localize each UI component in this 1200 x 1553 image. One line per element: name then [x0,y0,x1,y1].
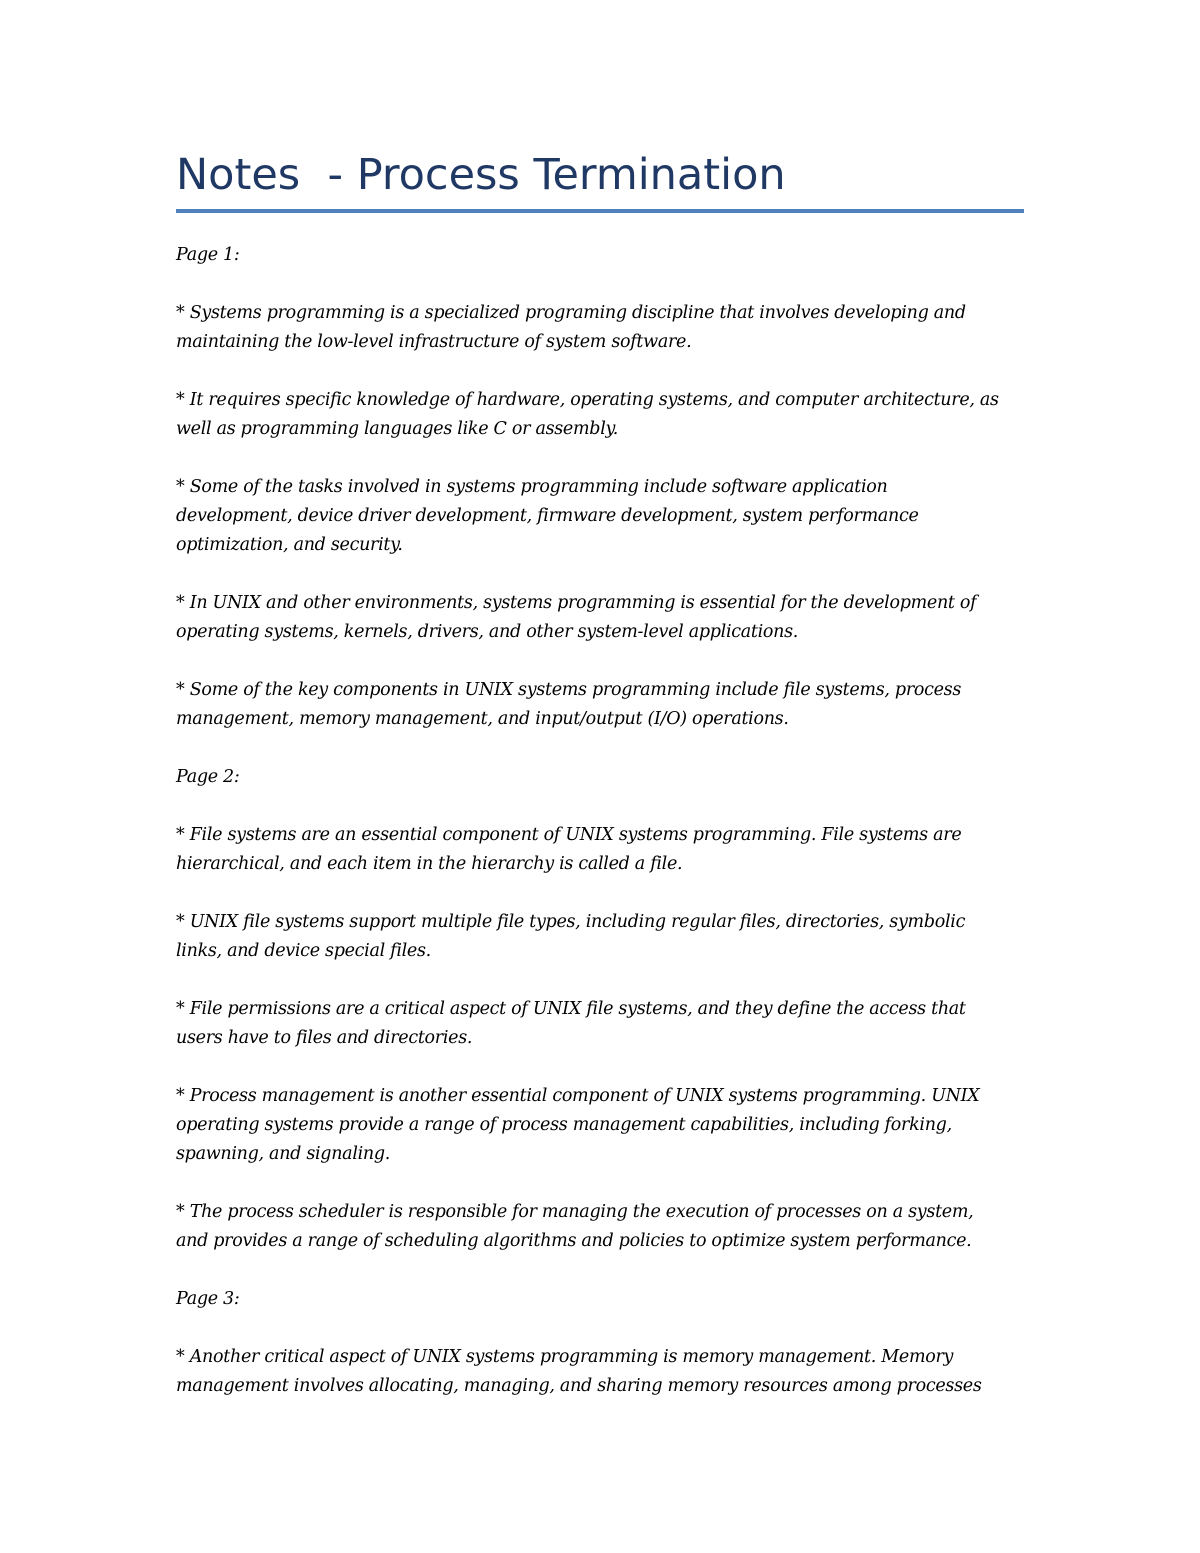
document-body [176,241,1026,1401]
paragraph-line: management, memory management, and input/output (I/O) operations. [176,709,789,729]
paragraph-line: * UNIX file systems support multiple file types, including regular files, directories, symbolic [176,912,966,932]
paragraph-spacer [176,560,1026,589]
paragraph-spacer [176,357,1026,386]
bullet-paragraph [176,1082,1026,1169]
bullet-paragraph [176,1343,1026,1401]
paragraph-spacer [176,879,1026,908]
paragraph-spacer [176,966,1026,995]
bullet-paragraph [176,589,1026,647]
bullet-paragraph [176,1198,1026,1256]
paragraph-spacer [176,734,1026,763]
bullet-paragraph [176,473,1026,560]
document-title: Notes - Process Termination [176,150,786,200]
paragraph-spacer [176,1169,1026,1198]
bullet-paragraph [176,386,1026,444]
paragraph-line: and provides a range of scheduling algorithms and policies to optimize system performance. [176,1231,972,1251]
bullet-paragraph [176,676,1026,734]
title-underline-rule [176,209,1024,213]
paragraph-line: operating systems, kernels, drivers, and other system-level applications. [176,622,799,642]
page-heading: Page 3: [176,1289,240,1309]
paragraph-line: management involves allocating, managing, and sharing memory resources among processes [176,1376,982,1396]
page-heading: Page 2: [176,767,240,787]
page-heading: Page 1: [176,245,240,265]
paragraph-line: * Systems programming is a specialized programing discipline that involves developing and [176,303,966,323]
paragraph-line: * The process scheduler is responsible for managing the execution of processes on a system, [176,1202,974,1222]
paragraph-line: * Process management is another essential component of UNIX systems programming. UNIX [176,1086,980,1106]
paragraph-spacer [176,647,1026,676]
paragraph-line: maintaining the low-level infrastructure of system software. [176,332,692,352]
paragraph-spacer [176,1053,1026,1082]
paragraph-line: links, and device special files. [176,941,431,961]
paragraph-line: * File permissions are a critical aspect of UNIX file systems, and they define the access that [176,999,966,1019]
paragraph-spacer [176,1256,1026,1285]
paragraph-line: * In UNIX and other environments, systems programming is essential for the development of [176,593,977,613]
paragraph-line: optimization, and security. [176,535,403,555]
paragraph-line: * It requires specific knowledge of hardware, operating systems, and computer architecture, as [176,390,999,410]
bullet-paragraph [176,821,1026,879]
paragraph-line: users have to files and directories. [176,1028,473,1048]
paragraph-line: well as programming languages like C or assembly. [176,419,619,439]
paragraph-line: operating systems provide a range of process management capabilities, including forking, [176,1115,952,1135]
paragraph-line: * Some of the tasks involved in systems programming include software application [176,477,888,497]
paragraph-spacer [176,444,1026,473]
paragraph-line: * File systems are an essential component of UNIX systems programming. File systems are [176,825,962,845]
paragraph-spacer [176,1314,1026,1343]
paragraph-line: * Another critical aspect of UNIX systems programming is memory management. Memory [176,1347,954,1367]
paragraph-spacer [176,270,1026,299]
paragraph-line: hierarchical, and each item in the hierarchy is called a file. [176,854,683,874]
paragraph-line: * Some of the key components in UNIX systems programming include file systems, process [176,680,962,700]
paragraph-spacer [176,792,1026,821]
paragraph-line: spawning, and signaling. [176,1144,391,1164]
bullet-paragraph [176,908,1026,966]
bullet-paragraph [176,299,1026,357]
bullet-paragraph [176,995,1026,1053]
paragraph-line: development, device driver development, firmware development, system performance [176,506,919,526]
